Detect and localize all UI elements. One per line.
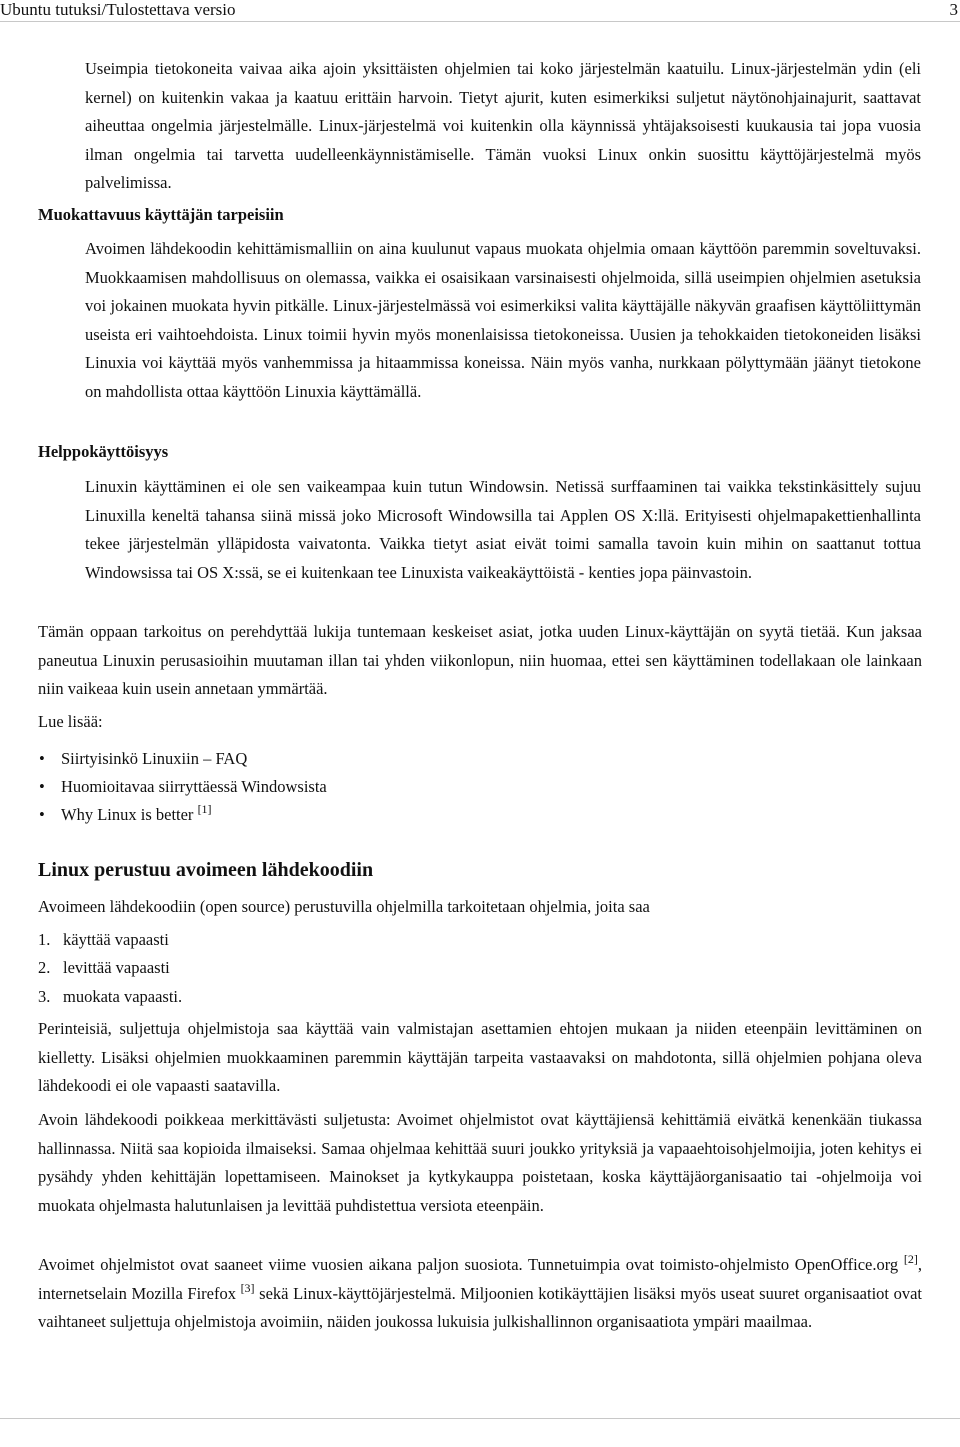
read-more-section	[38, 708, 922, 829]
customizability-paragraph: Avoimen lähdekoodin kehittämismalliin on aina kuulunut vapaus muokata ohjelmia omaan käyttöön paremmin soveltuvaksi. Muokkaamisen mahdollisuus on olemassa, vaikka ei osaisikaan varsinaisesti ohjelmoida, sillä useimpien ohjelmien asetuksia voi jokainen muokata hyvin pitkälle. Linux-järjestelmässä voi esimerkiksi valita käyttäjälle näkyvän graafisen käyttöliittymän useista eri vaihtoehdoista. Linux toimii hyvin myös monenlaisissa tietokoneissa. Uusien ja tehokkaiden tietokoneiden lisäksi Linuxia voi käyttää myös vanhemmissa ja hitaammissa koneissa. Näin myös vanha, nurkkaan pölyttymään jäänyt tietokone on mahdollista ottaa käyttöön Linuxia käyttämällä.	[85, 239, 921, 401]
read-more-label: Lue lisää:	[38, 712, 103, 731]
open-source-difference-paragraph: Avoin lähdekoodi poikkeaa merkittävästi suljetusta: Avoimet ohjelmistot ovat käyttäjiensä kehittämiä eivätkä kenenkään tiukassa hallinnassa. Niitä saa kopioida ilmaiseksi. Samaa ohjelmaa kehittää suuri joukko yrityksiä ja vapaaehtoisohjelmoijia, joten kehitys ei pysähdy yhden kehittäjän lopettamiseen. Mainokset ja kytkykauppa poistetaan, koska käyttäjäorganisaatio tai -ohjelmoija voi muokata ohjelmasta halutunlaisen ja levittää puhdistettua versiota eteenpäin.	[38, 1110, 922, 1215]
usability-section	[85, 473, 921, 587]
link-windows-migration[interactable]: Huomioitavaa siirryttäessä Windowsista	[61, 776, 327, 796]
purpose-paragraph: Tämän oppaan tarkoitus on perehdyttää lukija tuntemaan keskeiset asiat, jotka uuden Linux-käyttäjän on syytä tietää. Kun jaksaa paneutua Linuxin perusasioihin muutaman illan tai yhden viikonlopun, niin huomaa, ettei sen käyttäminen todellakaan ole lainkaan niin vaikeaa kuin usein annetaan ymmärtää.	[38, 622, 922, 698]
bullet-icon: •	[39, 776, 45, 796]
list-item	[38, 801, 922, 829]
open-source-heading-block	[38, 857, 922, 883]
usability-heading-block	[38, 438, 922, 466]
usability-paragraph: Linuxin käyttäminen ei ole sen vaikeampaa kuin tutun Windowsin. Netissä surffaaminen tai vaikka tekstinkäsittely sujuu Linuxilla keneltä tahansa siinä missä joko Microsoft Windowsilla tai Applen OS X:llä. Erityisesti ohjelmapakettienhallinta tekee järjestelmän ylläpidosta vaivatonta. Vaikka tietyt asiat eivät toimi samalla tavoin kuin mihin on saattanut tottua Windowsissa tai OS X:ssä, se ei kuitenkaan tee Linuxista vaikeakäyttöistä - kenties jopa päinvastoin.	[85, 477, 921, 582]
stability-paragraph: Useimpia tietokoneita vaivaa aika ajoin yksittäisten ohjelmien tai koko järjestelmän kaatuilu. Linux-järjestelmän ydin (eli kernel) on kuitenkin vakaa ja kaatuu erittäin harvoin. Tietyt ajurit, kuten esimerkiksi suljetut näytönohjainajurit, saattavat aiheuttaa ongelmia järjestelmälle. Linux-järjestelmä voi kuitenkin olla käynnissä yhtäjaksoisesti kuukausia tai jopa vuosia ilman ongelmia tai tarvetta uudelleenkäynnistämiselle. Tämän vuoksi Linux onkin suosittu käyttöjärjestelmä myös palvelimissa.	[85, 59, 921, 192]
bullet-icon: •	[39, 748, 45, 768]
customizability-heading-block	[38, 201, 922, 229]
open-source-heading: Linux perustuu avoimeen lähdekoodiin	[38, 859, 374, 881]
reference-3[interactable]: [3]	[240, 1280, 255, 1295]
open-source-section	[38, 893, 922, 1011]
header-divider	[0, 21, 960, 22]
open-source-difference-section	[38, 1106, 922, 1220]
read-more-list	[38, 745, 922, 829]
footer-divider	[0, 1418, 960, 1419]
document-title: Ubuntu tutuksi/Tulostettava versio	[0, 0, 236, 19]
intro-section	[85, 55, 921, 198]
popularity-paragraph: Avoimet ohjelmistot ovat saaneet viime vuosien aikana paljon suosiota. Tunnetuimpia ovat toimisto-ohjelmisto OpenOffice.org [2], internetselain Mozilla Firefox [3] sekä Linux-käyttöjärjestelmä. Miljoonien kotikäyttäjien lisäksi myös useat suuret organisaatiot ovat vaihtaneet suljettuja ohjelmistoja avoimiin, näiden joukossa lukuisia julkishallinnon organisaatiota ympäri maailmaa.	[38, 1252, 923, 1331]
list-item: 1. käyttää vapaasti	[38, 929, 169, 949]
closed-source-paragraph: Perinteisiä, suljettuja ohjelmistoja saa käyttää vain valmistajan asettamien ehtojen mukaan ja niiden eteenpäin levittäminen on kielletty. Lisäksi ohjelmien muokkaaminen paremmin käyttäjän tarpeita vastaavaksi on mahdotonta, sillä ohjelmien pohjana oleva lähdekoodi ei ole vapaasti saatavilla.	[38, 1019, 922, 1095]
reference-2[interactable]: [2]	[903, 1252, 918, 1266]
customizability-section	[85, 235, 921, 406]
bullet-icon: •	[39, 804, 45, 824]
usability-heading: Helppokäyttöisyys	[38, 442, 169, 461]
list-item	[38, 745, 922, 773]
link-linux-faq[interactable]: Siirtyisinkö Linuxiin – FAQ	[61, 748, 248, 768]
popularity-section	[38, 1251, 922, 1337]
page-number: 3	[949, 0, 958, 19]
list-item: 2. levittää vapaasti	[38, 958, 170, 977]
closed-source-section	[38, 1015, 922, 1101]
purpose-section	[38, 618, 922, 704]
open-source-intro: Avoimeen lähdekoodiin (open source) perustuvilla ohjelmilla tarkoitetaan ohjelmia, joita saa	[38, 897, 650, 916]
reference-1[interactable]: [1]	[197, 801, 212, 816]
freedoms-list	[38, 926, 922, 1012]
list-item: 3. muokata vapaasti.	[38, 986, 183, 1006]
customizability-heading: Muokattavuus käyttäjän tarpeisiin	[38, 205, 284, 224]
page-header	[0, 0, 960, 22]
link-why-linux-better[interactable]: Why Linux is better	[61, 804, 194, 824]
list-item	[38, 773, 922, 801]
